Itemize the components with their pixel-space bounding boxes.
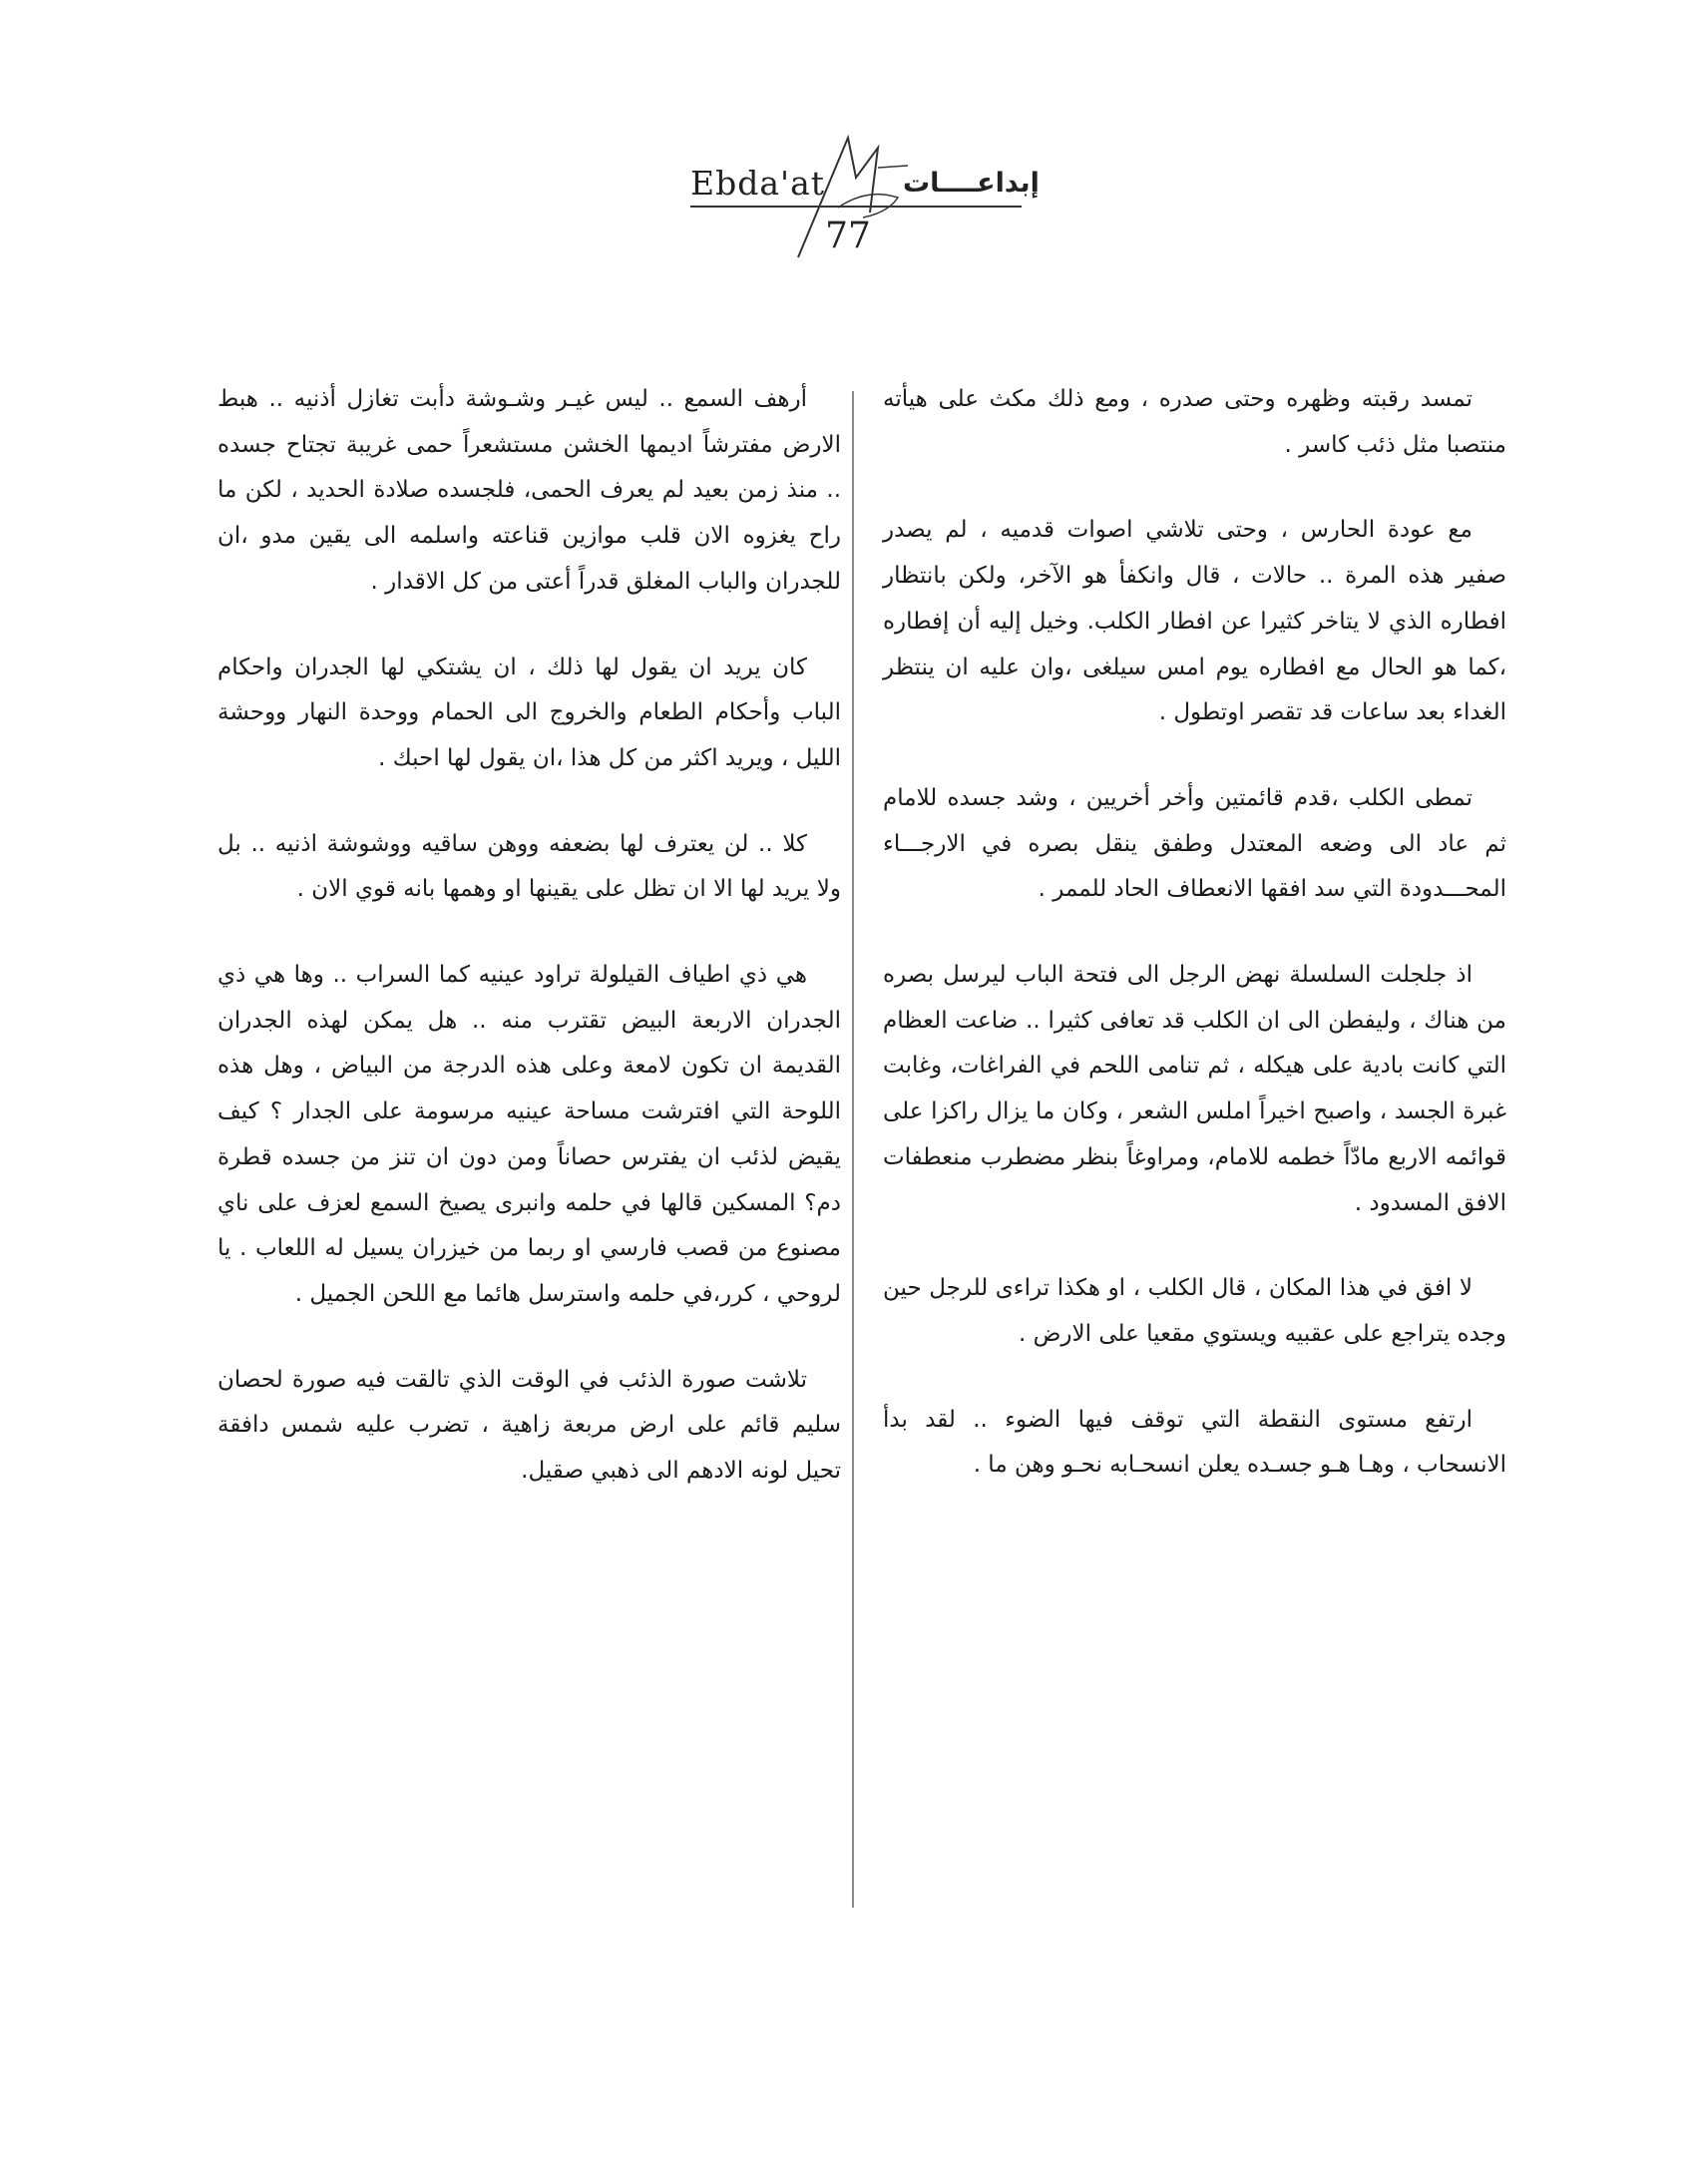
paragraph: تلاشت صورة الذئب في الوقت الذي تالقت فيه صورة لحصان سليم قائم على ارض مربعة زاهية ، تضرب عليه شمس دافقة تحيل لونه الادهم الى ذهبي صقيل. xyxy=(217,1366,841,1485)
header-rule xyxy=(690,206,1022,208)
paragraph: ارتفع مستوى النقطة التي توقف فيها الضوء .. لقد بدأ الانسحاب ، وهـا هـو جسـده يعلن انسحـابه نحـو وهن ما . xyxy=(883,1406,1506,1479)
right-column xyxy=(883,377,1506,1529)
column-divider xyxy=(852,391,854,1908)
paragraph: اذ جلجلت السلسلة نهض الرجل الى فتحة الباب ليرسل بصره من هناك ، وليفطن الى ان الكلب قد تعافى كثيرا .. ضاعت العظام التي كانت بادية على هيكله ، ثم تنامى اللحم في الفراغات، وغابت غبرة الجسد ، واصبح اخيراً املس الشعر ، وكان ما يزال راكزا على قوائمه الاربع مادّاً خطمه للامام، ومراوغاً بنظر مضطرب منعطفات الافق المسدود . xyxy=(883,962,1506,1216)
paragraph: مع عودة الحارس ، وحتى تلاشي اصوات قدميه ، لم يصدر صفير هذه المرة .. حالات ، قال وانكفأ هو الآخر، ولكن بانتظار افطاره الذي لا يتاخر كثيرا عن افطار الكلب. وخيل إليه أن إفطاره ،كما هو الحال مع افطاره يوم امس سيلغى ،وان عليه ان ينتظر الغداء بعد ساعات قد تقصر اوتطول . xyxy=(883,517,1506,726)
paragraph: كان يريد ان يقول لها ذلك ، ان يشتكي لها الجدران واحكام الباب وأحكام الطعام والخروج الى الحمام ووحدة النهار ووحشة الليل ، ويريد اكثر من كل هذا ،ان يقول لها احبك . xyxy=(217,654,841,771)
paragraph: أرهف السمع .. ليس غيـر وشـوشة دأبت تغازل أذنيه .. هبط الارض مفترشاً اديمها الخشن مستشعراً حمى غريبة تجتاح جسده .. منذ زمن بعيد لم يعرف الحمى، فلجسده صلادة الحديد ، لكن ما راح يغزوه الان قلب موازين قناعته واسلمه الى يقين مدو ،ان للجدران والباب المغلق قدراً أعتى من كل الاقدار . xyxy=(217,386,841,595)
paragraph: تمطى الكلب ،قدم قائمتين وأخر أخريين ، وشد جسده للامام ثم عاد الى وضعه المعتدل وطفق ينقل بصره في الارجـــاء المحـــدودة التي سد افقها الانعطاف الحاد للممر . xyxy=(883,784,1506,903)
paragraph: لا افق في هذا المكان ، قال الكلب ، او هكذا تراءى للرجل حين وجده يتراجع على عقبيه ويستوي مقعيا على الارض . xyxy=(883,1275,1506,1347)
left-column xyxy=(217,377,841,1534)
paragraph: تمسد رقبته وظهره وحتى صدره ، ومع ذلك مكث على هيأته منتصبا مثل ذئب كاسر . xyxy=(883,386,1506,458)
paragraph: هي ذي اطياف القيلولة تراود عينيه كما السراب .. وها هي ذي الجدران الاربعة البيض تقترب منه .. هل يمكن لهذه الجدران القديمة ان تكون لامعة وعلى هذه الدرجة من البياض ، وهل هذه اللوحة التي افترشت مساحة عينيه مرسومة على الجدار ؟ كيف يقيض لذئب ان يفترس حصاناً ومن دون ان تنز من جسده قطرة دم؟ المسكين قالها في حلمه وانبرى يصيخ السمع لعزف على ناي مصنوع من قصب فارسي او ربما من خيزران يسيل له اللعاب . يا لروحي ، كرر،في حلمه واسترسل هائما مع اللحن الجميل . xyxy=(217,962,841,1307)
paragraph: كلا .. لن يعترف لها بضعفه ووهن ساقيه ووشوشة اذنيه .. بل ولا يريد لها الا ان تظل على يقينها او وهمها بانه قوي الان . xyxy=(217,830,841,903)
magazine-logo-arabic: إبداعــــات xyxy=(903,168,1040,199)
page-header xyxy=(0,0,1682,259)
magazine-logo-latin: Ebda'at xyxy=(690,164,826,203)
page-number: 77 xyxy=(825,216,871,256)
